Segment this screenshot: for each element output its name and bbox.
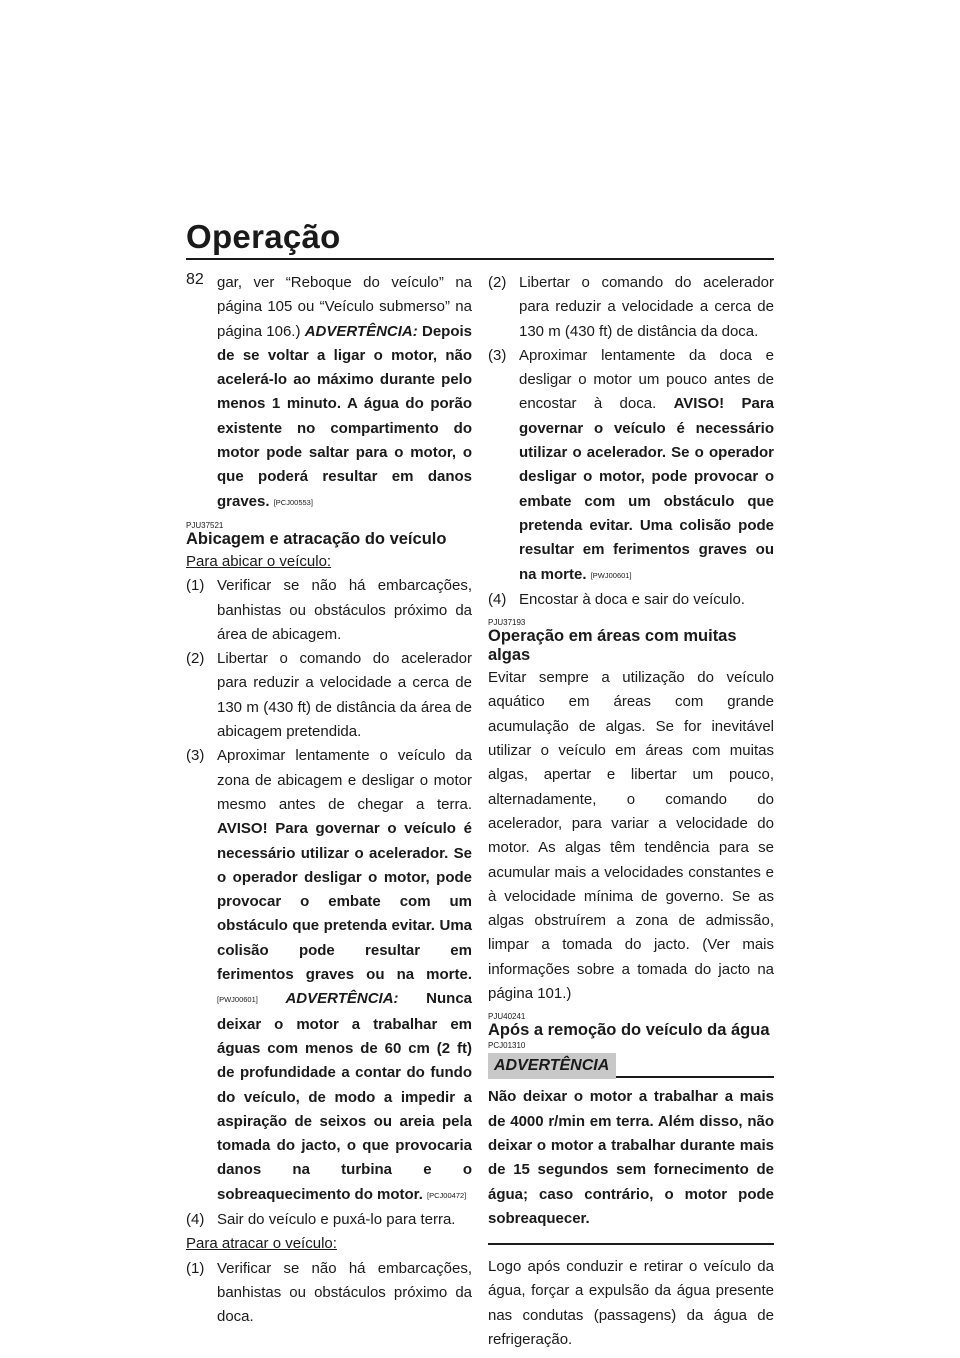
reference-code: [PCJ00553] <box>273 497 313 507</box>
step-text: Aproximar lentamente o veículo da zona de abicagem e desligar o motor mesmo antes de chegar a terra. <box>217 747 472 813</box>
section-code: PJU37193 <box>488 618 526 628</box>
step-text: Libertar o comando do acelerador para reduzir a velocidade a cerca de 130 m (430 ft) de distância da doca. <box>519 274 774 340</box>
step-body <box>519 344 774 588</box>
continued-paragraph <box>186 271 472 515</box>
notice-text: AVISO! Para governar o veículo é necessário utilizar o acelerador. Se o operador desligar o motor, pode provocar o embate com um obstáculo que pretenda evitar. Uma colisão pode resultar em ferimentos graves ou na morte. <box>519 395 774 583</box>
warning-text: Depois de se voltar a ligar o motor, não acelerá-lo ao máximo durante pelo menos 1 minuto. A água do porão existente no compartimento do motor pode saltar para o motor, o que poderá resultar em danos graves. <box>217 322 473 510</box>
warning-label: ADVERTÊNCIA <box>488 1053 616 1079</box>
warning-box-header <box>488 1053 774 1079</box>
step-text: Libertar o comando do acelerador para reduzir a velocidade a cerca de 130 m (430 ft) de distância da área de abicagem pretendida. <box>217 650 472 741</box>
warning-code: PCJ01310 <box>488 1041 526 1051</box>
warning-rule <box>616 1076 774 1078</box>
step-number: (2) <box>488 274 507 291</box>
list-item <box>488 588 774 612</box>
reference-code: [PCJ00472] <box>427 1190 467 1200</box>
section-code: PJU40241 <box>488 1012 526 1022</box>
warning-label: ADVERTÊNCIA: <box>285 990 399 1008</box>
list-item <box>186 1257 472 1330</box>
step-number: (3) <box>488 346 507 364</box>
subheading: Para atracar o veículo: <box>186 1235 337 1253</box>
step-number: (4) <box>186 1210 205 1228</box>
list-item <box>186 744 472 1208</box>
step-number: (3) <box>186 747 205 765</box>
step-text: Aproximar lentamente da doca e desligar o motor um pouco antes de encostar à doca. <box>519 346 774 413</box>
section-heading: Abicagem e atracação do veículo <box>186 529 447 548</box>
warning-text: Não deixar o motor a trabalhar a mais de 4000 r/min em terra. Além disso, não deixar o motor a trabalhar durante mais de 15 segundos sem fornecimento de água; caso contrário, o motor pode sobreaquecer. <box>488 1088 774 1227</box>
list-item <box>488 344 774 588</box>
list-item <box>186 574 472 647</box>
warning-text: Nunca deixar o motor a trabalhar em águas com menos de 60 cm (2 ft) de profundidade a contar do fundo do veículo, de modo a impedir a aspiração de seixos ou areia pela tomada do jacto, o que provocaria danos na turbina e o sobreaquecimento do motor. <box>217 990 472 1203</box>
left-column <box>186 271 472 1329</box>
step-text: Verificar se não há embarcações, banhistas ou obstáculos próximo da área de abicagem. <box>217 577 472 643</box>
list-item <box>186 1208 472 1232</box>
step-number: (2) <box>186 650 205 668</box>
reference-code: [PWJ00601] <box>590 570 632 580</box>
warning-end-rule <box>488 1243 774 1245</box>
notice-text: AVISO! Para governar o veículo é necessário utilizar o acelerador. Se o operador desligar o motor, pode provocar o embate com um obstáculo que pretenda evitar. Uma colisão pode resultar em ferimentos graves ou na morte. <box>217 820 472 984</box>
section-heading: Após a remoção do veículo da água <box>488 1021 770 1040</box>
step-text: Verificar se não há embarcações, banhistas ou obstáculos próximo da doca. <box>217 1259 472 1326</box>
right-column <box>488 271 774 1352</box>
page-title: Operação <box>186 218 341 255</box>
step-text: Encostar à doca e sair do veículo. <box>519 590 745 608</box>
section-body: Logo após conduzir e retirar o veículo da água, forçar a expulsão da água presente nas condutas (passagens) da água de refrigeração. <box>488 1258 774 1348</box>
section-code: PJU37521 <box>186 520 224 530</box>
step-number: (1) <box>186 1259 205 1277</box>
step-body <box>217 744 472 1208</box>
subheading: Para abicar o veículo: <box>186 552 332 570</box>
title-rule <box>186 258 774 260</box>
reference-code: [PWJ00601] <box>217 995 258 1005</box>
step-number: (4) <box>488 590 507 608</box>
page-number: 82 <box>186 271 204 288</box>
step-text: Sair do veículo e puxá-lo para terra. <box>217 1210 456 1228</box>
list-item <box>488 271 774 344</box>
warning-label: ADVERTÊNCIA: <box>304 322 418 340</box>
continued-text: gar, ver “Reboque do veículo” na página 105 ou “Veículo submerso” na página 106.) <box>217 274 472 340</box>
step-number: (1) <box>186 577 205 595</box>
list-item <box>186 647 472 744</box>
section-body: Evitar sempre a utilização do veículo aquático em áreas com grande acumulação de algas. Se for inevitável utilizar o veículo em áreas com muitas algas, apertar e libertar um pouco, alternadamente, o comando do acelerador, para variar a velocidade do motor. As algas têm tendência para se acumular mais a velocidades constantes e à velocidade mínima de governo. Se as algas obstruírem a zona de admissão, limpar a tomada do jacto. (Ver mais informações sobre a tomada do jacto na página 101.) <box>488 669 774 1003</box>
section-heading: Operação em áreas com muitas algas <box>488 627 737 665</box>
